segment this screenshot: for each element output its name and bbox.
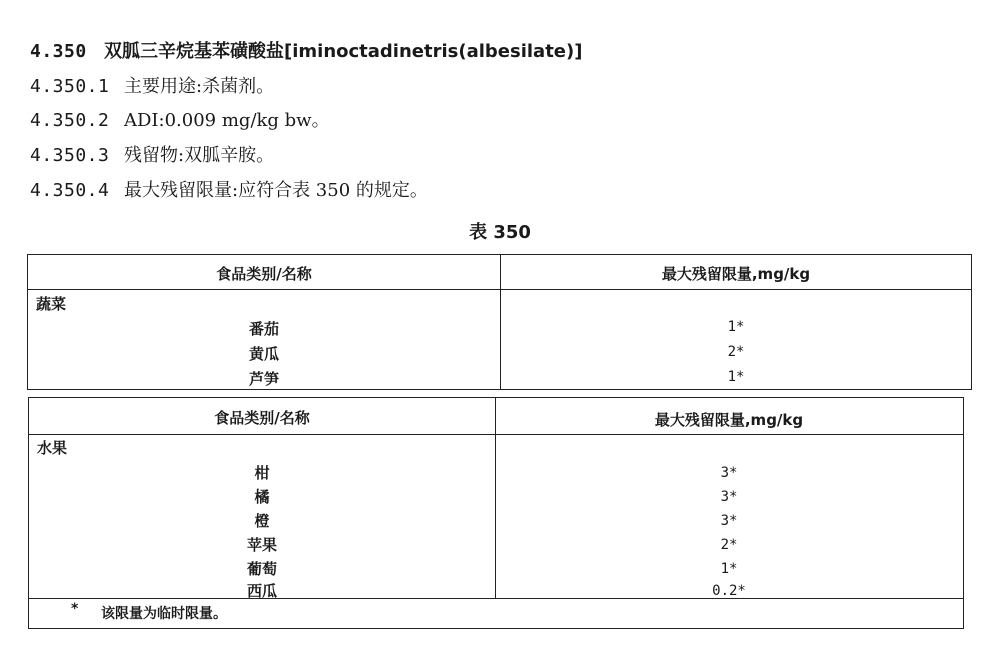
mrl-value: 1* [727,319,745,335]
food-name: 苹果 [246,536,277,554]
mrl-value: 1* [727,369,745,385]
table-caption: 表 350 [469,222,531,243]
footnote-text: 该限量为临时限量。 [101,606,227,622]
food-name: 西瓜 [246,582,277,600]
food-name: 番茄 [248,320,279,338]
header-food-category: 食品类别/名称 [214,409,310,427]
item-adi [30,109,330,132]
mrl-value: 1* [720,561,738,577]
mrl-value: 3* [720,489,738,505]
food-name: 橙 [254,512,270,530]
category-label: 水果 [37,439,68,457]
mrl-value: 2* [720,537,738,553]
table-footnote [29,598,963,629]
table-vegetables [27,254,972,390]
header-mrl: 最大残留限量,mg/kg [661,265,811,283]
section-title: 双胍三辛烷基苯磺酸盐[iminoctadinetris(albesilate)] [104,41,583,62]
item-text: ADI:0.009 mg/kg bw。 [124,110,330,131]
item-mrl [30,179,428,202]
food-name: 橘 [254,488,270,506]
footnote-mark: * [71,601,79,617]
item-text: 最大残留限量:应符合表 350 的规定。 [124,180,428,201]
mrl-value: 0.2* [712,583,746,599]
food-name: 芦笋 [248,370,279,388]
header-food-category: 食品类别/名称 [216,265,312,283]
item-residue [30,144,274,167]
category-label: 蔬菜 [36,295,67,313]
mrl-value: 3* [720,513,738,529]
table-fruits [28,397,964,629]
item-number: 4.350.2 [30,110,110,131]
food-name: 黄瓜 [248,345,279,363]
food-name: 葡萄 [246,560,277,578]
item-number: 4.350.1 [30,76,110,97]
section-number: 4.350 [30,41,87,62]
item-number: 4.350.4 [30,180,110,201]
mrl-value: 3* [720,465,738,481]
section-heading [30,40,582,63]
item-number: 4.350.3 [30,145,110,166]
food-name: 柑 [254,464,270,482]
header-mrl: 最大残留限量,mg/kg [654,411,804,429]
mrl-value: 2* [727,344,745,360]
item-text: 主要用途:杀菌剂。 [124,76,275,97]
item-usage [30,75,274,98]
item-text: 残留物:双胍辛胺。 [124,145,275,166]
